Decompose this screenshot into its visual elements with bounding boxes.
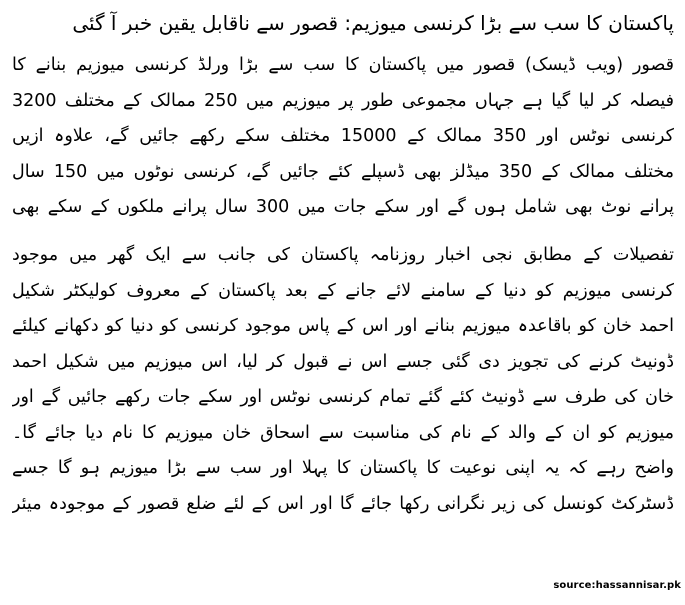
source-credit: source:hassannisar.pk xyxy=(553,580,681,591)
article-paragraph-1: قصور (ویب ڈیسک) قصور میں پاکستان کا سب سے بڑا ورلڈ کرنسی میوزیم بنانے کا فیصلہ کر لیا گیا ہے جہاں مجموعی طور پر میوزیم میں 250 ممالک کے مختلف 3200 کرنسی نوٹس اور 350 ممالک کے 15000 مختلف سکے رکھے جائیں گے، علاوہ ازیں مختلف ممالک کے 350 میڈلز بھی ڈسپلے کئے جائیں گے، کرنسی نوٹوں میں 150 سال پرانے نوٹ بھی شامل ہوں گے اور سکے جات میں 300 سال پرانے ملکوں کے سکے بھی xyxy=(12,55,674,217)
news-article xyxy=(12,6,674,602)
article-headline: پاکستان کا سب سے بڑا کرنسی میوزیم: قصور سے ناقابل یقین خبر آ گئی xyxy=(72,11,674,35)
article-paragraph-2: تفصیلات کے مطابق نجی اخبار روزنامہ پاکستان کی جانب سے ایک گھر میں موجود کرنسی میوزیم کو دنیا کے سامنے لائے جانے کے بعد پاکستان کے معروف کولیکٹر شکیل احمد خان کو باقاعدہ میوزیم بنانے اور اس کے پاس موجود کرنسی کو دنیا کو دکھانے کیلئے ڈونیٹ کرنے کی تجویز دی گئی جسے اس نے قبول کر لیا، اس میوزیم میں شکیل احمد خان کی طرف سے ڈونیٹ کئے گئے تمام کرنسی نوٹس اور سکے جات رکھے جائیں گے اور میوزیم کو ان کے والد کے نام کی مناسبت سے اسحاق خان میوزیم کا نام دیا جائے گا۔ واضح رہے کہ یہ اپنی نوعیت کا پاکستان کا پہلا اور سب سے بڑا میوزیم ہو گا جسے ڈسٹرکٹ کونسل کی زیر نگرانی رکھا جائے گا اور اس کے لئے ضلع قصور کے موجودہ میئر xyxy=(12,245,674,514)
